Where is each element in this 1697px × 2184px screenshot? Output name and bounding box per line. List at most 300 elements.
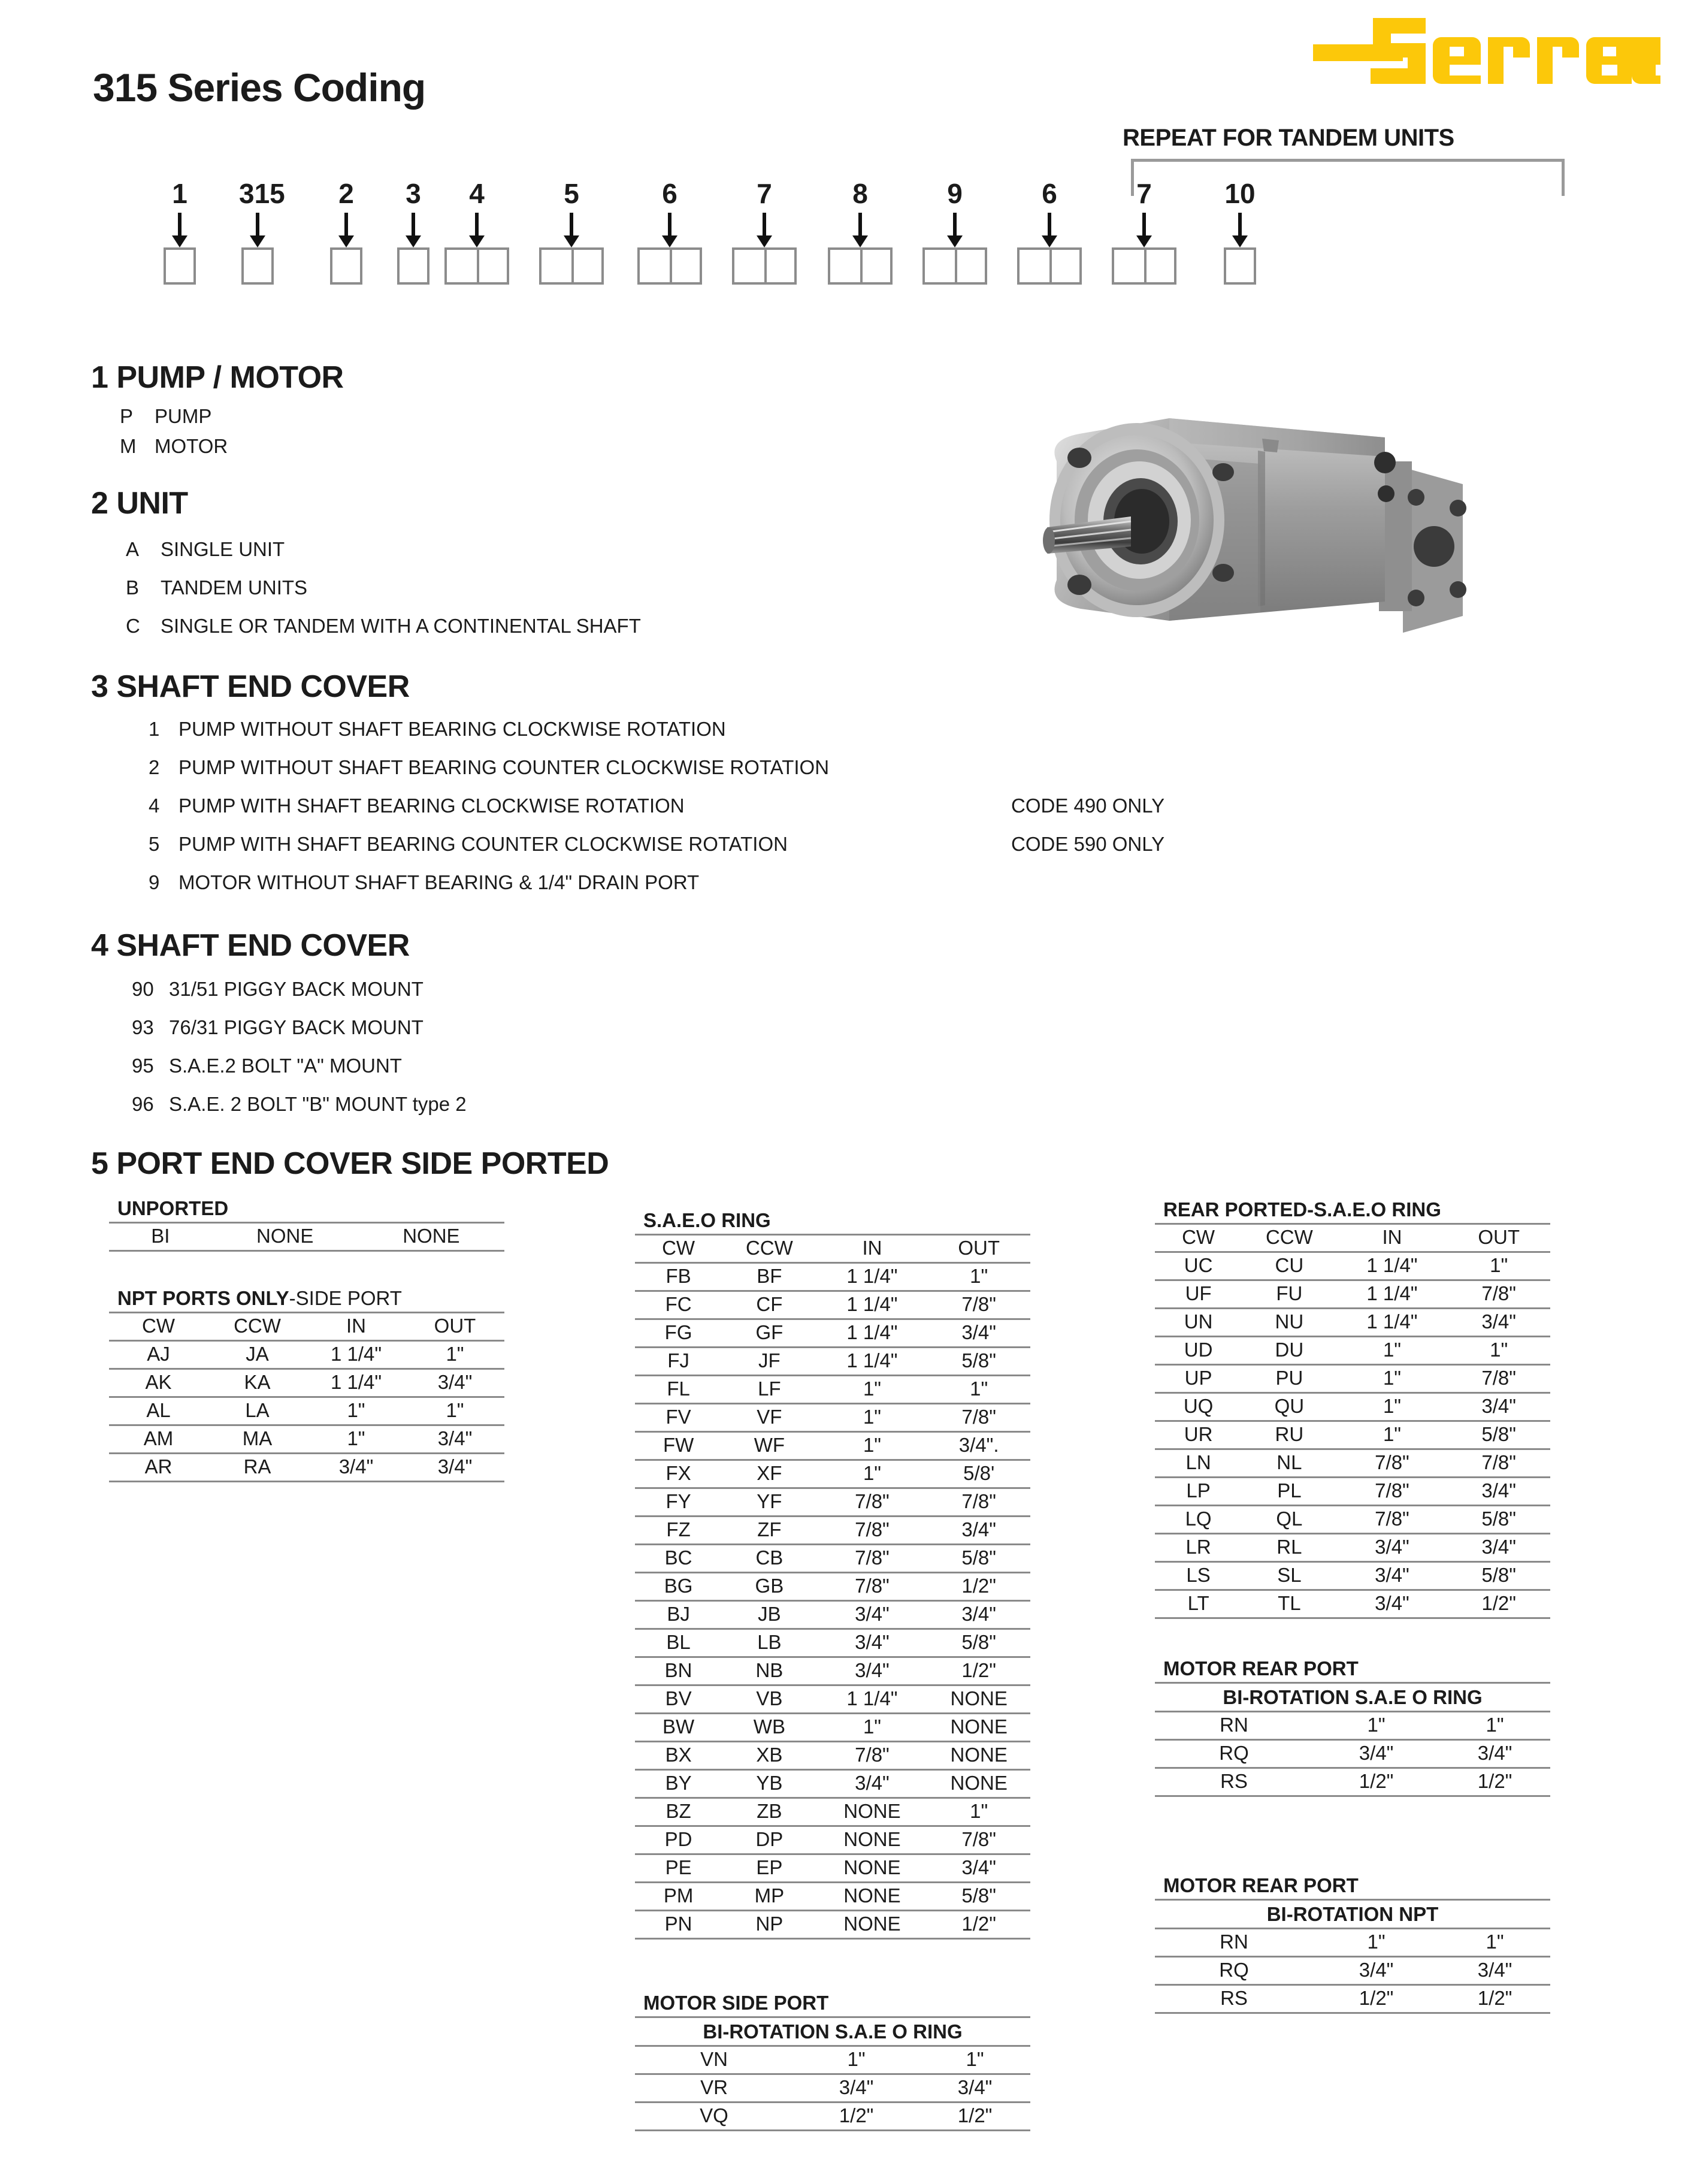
coding-box-number: 6 <box>1042 178 1057 209</box>
coding-box-2[interactable] <box>239 177 285 285</box>
unported-table <box>109 1222 504 1252</box>
column-header: OUT <box>1447 1224 1550 1252</box>
coding-box-7[interactable] <box>635 177 704 285</box>
section-heading-1: 1 PUMP / MOTOR <box>91 360 344 395</box>
table-row <box>635 1601 1030 1629</box>
table-cell: 1" <box>1447 1252 1550 1280</box>
down-arrow-icon <box>1232 213 1248 247</box>
table-cell: 1" <box>1447 1337 1550 1365</box>
table-cell: 1/2" <box>919 2103 1030 2131</box>
table-cell: BN <box>635 1657 722 1685</box>
table-row <box>635 1798 1030 1826</box>
option-code: 2 <box>149 756 160 778</box>
table-cell: UQ <box>1155 1393 1242 1421</box>
table-cell: 7/8" <box>1337 1506 1448 1534</box>
table-cell: PU <box>1242 1365 1336 1393</box>
motor-rear-port-oring-subcaption: BI-ROTATION S.A.E O RING <box>1155 1682 1550 1711</box>
table-cell: RN <box>1155 1712 1313 1740</box>
table-cell: 3/4" <box>927 1517 1030 1545</box>
motor-side-port-subcaption: BI-ROTATION S.A.E O RING <box>635 2016 1030 2045</box>
option-code: P <box>120 405 134 427</box>
table-cell: BW <box>635 1714 722 1742</box>
option-3-5-note: CODE 590 ONLY <box>1011 833 1165 855</box>
option-text: 31/51 PIGGY BACK MOUNT <box>169 978 424 1000</box>
table-cell: LF <box>722 1376 816 1404</box>
coding-box-13[interactable] <box>1221 177 1259 285</box>
option-text: PUMP WITHOUT SHAFT BEARING COUNTER CLOCKWISE ROTATION <box>179 756 830 778</box>
coding-box-9[interactable] <box>825 177 895 285</box>
table-cell: 3/4" <box>817 1629 928 1657</box>
table-cell: VB <box>722 1685 816 1714</box>
table-cell: 5/8' <box>927 1460 1030 1488</box>
table-cell: BX <box>635 1742 722 1770</box>
option-2-A <box>126 538 285 561</box>
coding-box-number: 9 <box>947 178 963 209</box>
coding-box-number: 5 <box>564 178 579 209</box>
table-row <box>109 1397 504 1425</box>
table-cell: FL <box>635 1376 722 1404</box>
unported-caption: UNPORTED <box>117 1197 229 1219</box>
table-cell: BZ <box>635 1798 722 1826</box>
serreen-logo <box>1313 13 1660 91</box>
table-cell: AJ <box>109 1341 208 1369</box>
table-cell: QL <box>1242 1506 1336 1534</box>
coding-box-field[interactable] <box>637 247 702 285</box>
down-arrow-icon <box>662 213 677 247</box>
column-header: IN <box>817 1235 928 1263</box>
coding-box-number: 2 <box>338 178 354 209</box>
table-cell: LN <box>1155 1449 1242 1478</box>
table-row <box>109 1223 504 1251</box>
column-header: CW <box>109 1313 208 1341</box>
table-cell: UN <box>1155 1309 1242 1337</box>
table-cell: 1/2" <box>1439 1768 1550 1796</box>
option-code: B <box>126 576 140 599</box>
table-cell: NONE <box>212 1223 358 1251</box>
column-header: OUT <box>927 1235 1030 1263</box>
table-cell: 1/2" <box>793 2103 919 2131</box>
table-row <box>635 1348 1030 1376</box>
table-cell: NONE <box>927 1742 1030 1770</box>
coding-box-field[interactable] <box>828 247 893 285</box>
table-cell: 3/4" <box>1313 1957 1439 1985</box>
coding-box-3[interactable] <box>328 177 365 285</box>
coding-box-field[interactable] <box>241 247 274 285</box>
coding-box-field[interactable] <box>330 247 362 285</box>
option-3-9 <box>149 871 699 894</box>
section-heading-4: 4 SHAFT END COVER <box>91 928 410 963</box>
table-row <box>635 1911 1030 1939</box>
table-cell: LA <box>208 1397 307 1425</box>
sae-o-ring-caption: S.A.E.O RING <box>643 1209 771 1231</box>
table-row <box>635 1263 1030 1291</box>
table-cell: 3/4" <box>1447 1309 1550 1337</box>
table-cell: LQ <box>1155 1506 1242 1534</box>
coding-box-field[interactable] <box>397 247 429 285</box>
table-cell: 1" <box>817 1376 928 1404</box>
table-row <box>635 1517 1030 1545</box>
rear-ported-table <box>1155 1223 1550 1619</box>
table-cell: 7/8" <box>927 1404 1030 1432</box>
coding-box-row <box>0 177 1697 297</box>
table-cell: BI <box>109 1223 212 1251</box>
table-cell: SL <box>1242 1562 1336 1590</box>
option-3-2 <box>149 756 829 779</box>
table-cell: NONE <box>358 1223 504 1251</box>
table-row <box>635 2103 1030 2131</box>
table-cell: CF <box>722 1291 816 1319</box>
coding-box-11[interactable] <box>1015 177 1084 285</box>
motor-rear-port-npt-caption: MOTOR REAR PORT <box>1163 1874 1359 1896</box>
table-row <box>109 1341 504 1369</box>
down-arrow-icon <box>852 213 868 247</box>
table-cell: WB <box>722 1714 816 1742</box>
option-code: 95 <box>132 1055 154 1077</box>
table-cell: XB <box>722 1742 816 1770</box>
table-row <box>1155 1985 1550 2013</box>
table-row <box>635 1545 1030 1573</box>
down-arrow-icon <box>947 213 963 247</box>
table-cell: UF <box>1155 1280 1242 1309</box>
table-cell: 1" <box>927 1798 1030 1826</box>
table-cell: 1/2" <box>927 1573 1030 1601</box>
table-cell: 1 1/4" <box>817 1263 928 1291</box>
table-cell: 1" <box>406 1397 504 1425</box>
npt-side-table <box>109 1312 504 1482</box>
option-text: SINGLE UNIT <box>161 538 285 560</box>
table-cell: 1 1/4" <box>307 1341 406 1369</box>
table-cell: 7/8" <box>817 1517 928 1545</box>
table-cell: ZF <box>722 1517 816 1545</box>
table-cell: AL <box>109 1397 208 1425</box>
motor-rear-port-oring-block <box>1155 1657 1550 1797</box>
section-heading-2: 2 UNIT <box>91 486 188 521</box>
table-row <box>635 1685 1030 1714</box>
table-cell: 3/4" <box>817 1601 928 1629</box>
sae-o-ring-table-block <box>635 1209 1030 1940</box>
table-cell: BV <box>635 1685 722 1714</box>
table-cell: 1" <box>307 1425 406 1454</box>
column-header: OUT <box>406 1313 504 1341</box>
table-cell: NONE <box>817 1854 928 1883</box>
table-cell: 7/8" <box>1337 1478 1448 1506</box>
table-row <box>1155 1740 1550 1768</box>
option-code: 1 <box>149 718 160 740</box>
table-cell: FJ <box>635 1348 722 1376</box>
coding-box-field[interactable] <box>164 247 196 285</box>
column-header: IN <box>1337 1224 1448 1252</box>
coding-box-number: 7 <box>1136 178 1152 209</box>
table-cell: 3/4" <box>927 1854 1030 1883</box>
section-heading-5: 5 PORT END COVER SIDE PORTED <box>91 1146 609 1181</box>
table-cell: 5/8" <box>1447 1562 1550 1590</box>
option-text: PUMP WITH SHAFT BEARING CLOCKWISE ROTATION <box>179 795 685 817</box>
table-cell: 1/2" <box>1313 1768 1439 1796</box>
table-cell: 3/4" <box>1313 1740 1439 1768</box>
down-arrow-icon <box>338 213 354 247</box>
table-cell: JB <box>722 1601 816 1629</box>
table-row <box>635 1291 1030 1319</box>
table-cell: RQ <box>1155 1957 1313 1985</box>
table-row <box>635 1714 1030 1742</box>
table-cell: 1" <box>406 1341 504 1369</box>
column-header: IN <box>307 1313 406 1341</box>
table-cell: TL <box>1242 1590 1336 1618</box>
table-cell: 3/4" <box>1439 1740 1550 1768</box>
table-cell: AR <box>109 1454 208 1482</box>
table-cell: NONE <box>817 1826 928 1854</box>
table-cell: NONE <box>817 1911 928 1939</box>
table-row <box>1155 1449 1550 1478</box>
table-cell: 3/4" <box>406 1454 504 1482</box>
npt-side-caption-thin: -SIDE PORT <box>289 1287 402 1309</box>
option-code: 5 <box>149 833 160 855</box>
table-cell: 3/4" <box>1439 1957 1550 1985</box>
motor-side-port-block <box>635 1992 1030 2131</box>
table-cell: XF <box>722 1460 816 1488</box>
table-cell: 3/4" <box>817 1770 928 1798</box>
motor-side-port-table <box>635 2045 1030 2131</box>
table-cell: 3/4" <box>927 1601 1030 1629</box>
table-cell: 1" <box>1337 1365 1448 1393</box>
table-row <box>635 1488 1030 1517</box>
table-row <box>635 1460 1030 1488</box>
table-cell: LT <box>1155 1590 1242 1618</box>
coding-box-8[interactable] <box>730 177 799 285</box>
coding-box-field[interactable] <box>1017 247 1082 285</box>
down-arrow-icon <box>406 213 421 247</box>
table-row <box>1155 1393 1550 1421</box>
option-code: M <box>120 435 137 457</box>
down-arrow-icon <box>469 213 485 247</box>
table-row <box>1155 1309 1550 1337</box>
option-2-C <box>126 615 641 638</box>
table-row <box>635 1573 1030 1601</box>
table-cell: 5/8" <box>927 1545 1030 1573</box>
table-cell: 1" <box>817 1432 928 1460</box>
table-cell: 3/4" <box>1337 1562 1448 1590</box>
table-cell: 1/2" <box>1439 1985 1550 2013</box>
table-cell: PL <box>1242 1478 1336 1506</box>
table-cell: 1 1/4" <box>1337 1280 1448 1309</box>
table-cell: FU <box>1242 1280 1336 1309</box>
option-3-1 <box>149 718 726 741</box>
table-row <box>635 2046 1030 2074</box>
table-cell: 3/4" <box>1337 1590 1448 1618</box>
coding-box-1[interactable] <box>161 177 198 285</box>
table-cell: WF <box>722 1432 816 1460</box>
coding-box-6[interactable] <box>537 177 606 285</box>
coding-box-number: 6 <box>662 178 677 209</box>
table-row <box>635 1883 1030 1911</box>
down-arrow-icon <box>172 213 187 247</box>
coding-box-number: 1 <box>172 178 187 209</box>
table-cell: MA <box>208 1425 307 1454</box>
option-code: 4 <box>149 795 160 817</box>
table-row <box>1155 1478 1550 1506</box>
coding-box-field[interactable] <box>1112 247 1176 285</box>
column-header: CCW <box>208 1313 307 1341</box>
table-row <box>109 1425 504 1454</box>
table-cell: 1/2" <box>1447 1590 1550 1618</box>
coding-box-number: 4 <box>469 178 485 209</box>
coding-box-4[interactable] <box>395 177 432 285</box>
table-cell: 7/8" <box>817 1742 928 1770</box>
table-cell: VN <box>635 2046 793 2074</box>
table-row <box>635 1657 1030 1685</box>
table-cell: 1" <box>1337 1421 1448 1449</box>
table-cell: PE <box>635 1854 722 1883</box>
table-cell: 5/8" <box>1447 1421 1550 1449</box>
table-cell: NONE <box>927 1685 1030 1714</box>
table-cell: NU <box>1242 1309 1336 1337</box>
table-cell: BF <box>722 1263 816 1291</box>
table-cell: FY <box>635 1488 722 1517</box>
option-code: A <box>126 538 140 560</box>
table-row <box>1155 1337 1550 1365</box>
table-cell: 1" <box>817 1460 928 1488</box>
table-cell: UC <box>1155 1252 1242 1280</box>
table-cell: CU <box>1242 1252 1336 1280</box>
table-cell: UP <box>1155 1365 1242 1393</box>
table-row <box>1155 1957 1550 1985</box>
table-cell: 7/8" <box>1447 1365 1550 1393</box>
table-cell: 5/8" <box>1447 1506 1550 1534</box>
table-cell: 3/4" <box>1447 1393 1550 1421</box>
option-4-93 <box>132 1016 424 1039</box>
table-cell: 3/4" <box>919 2074 1030 2103</box>
table-cell: 7/8" <box>817 1545 928 1573</box>
coding-box-5[interactable] <box>442 177 512 285</box>
coding-box-number: 10 <box>1224 178 1256 209</box>
table-cell: 7/8" <box>1447 1280 1550 1309</box>
table-cell: GF <box>722 1319 816 1348</box>
table-row <box>635 1826 1030 1854</box>
table-cell: 1/2" <box>927 1911 1030 1939</box>
table-header-row <box>1155 1224 1550 1252</box>
coding-box-field[interactable] <box>1224 247 1256 285</box>
option-text: MOTOR <box>155 435 228 457</box>
table-cell: LS <box>1155 1562 1242 1590</box>
page-title: 315 Series Coding <box>93 65 426 110</box>
table-row <box>1155 1280 1550 1309</box>
table-cell: 1" <box>817 1714 928 1742</box>
table-cell: BL <box>635 1629 722 1657</box>
npt-side-caption <box>109 1287 504 1312</box>
table-cell: 7/8" <box>817 1488 928 1517</box>
option-4-96 <box>132 1093 467 1116</box>
option-code: 96 <box>132 1093 154 1115</box>
coding-box-field[interactable] <box>444 247 509 285</box>
column-header: CCW <box>1242 1224 1336 1252</box>
table-row <box>635 1432 1030 1460</box>
option-3-4-note: CODE 490 ONLY <box>1011 795 1165 817</box>
option-code: 9 <box>149 871 160 893</box>
table-cell: DU <box>1242 1337 1336 1365</box>
table-row <box>635 1404 1030 1432</box>
table-cell: 3/4" <box>406 1369 504 1397</box>
table-cell: NL <box>1242 1449 1336 1478</box>
table-cell: FV <box>635 1404 722 1432</box>
repeat-tandem-label: REPEAT FOR TANDEM UNITS <box>1123 125 1454 151</box>
table-cell: BC <box>635 1545 722 1573</box>
table-cell: NB <box>722 1657 816 1685</box>
table-cell: 3/4" <box>307 1454 406 1482</box>
table-cell: NONE <box>927 1714 1030 1742</box>
option-text: TANDEM UNITS <box>161 576 308 599</box>
option-1-M <box>120 435 228 458</box>
table-cell: VQ <box>635 2103 793 2131</box>
table-cell: AM <box>109 1425 208 1454</box>
table-cell: YF <box>722 1488 816 1517</box>
table-row <box>109 1369 504 1397</box>
table-cell: GB <box>722 1573 816 1601</box>
table-cell: FG <box>635 1319 722 1348</box>
table-cell: MP <box>722 1883 816 1911</box>
table-cell: 7/8" <box>1337 1449 1448 1478</box>
table-cell: PM <box>635 1883 722 1911</box>
coding-box-field[interactable] <box>922 247 987 285</box>
motor-rear-port-npt-table <box>1155 1928 1550 2014</box>
table-row <box>1155 1534 1550 1562</box>
motor-side-port-caption: MOTOR SIDE PORT <box>643 1992 829 2014</box>
npt-side-caption-bold: NPT PORTS ONLY <box>117 1287 289 1309</box>
table-cell: FC <box>635 1291 722 1319</box>
table-row <box>635 1770 1030 1798</box>
table-cell: 3/4" <box>406 1425 504 1454</box>
option-3-5 <box>149 833 788 856</box>
table-cell: 1" <box>927 1376 1030 1404</box>
table-cell: KA <box>208 1369 307 1397</box>
table-row <box>1155 1929 1550 1957</box>
table-cell: FZ <box>635 1517 722 1545</box>
table-cell: 7/8" <box>1447 1449 1550 1478</box>
table-cell: RU <box>1242 1421 1336 1449</box>
table-cell: DP <box>722 1826 816 1854</box>
option-text: PUMP WITHOUT SHAFT BEARING CLOCKWISE ROTATION <box>179 718 726 740</box>
option-text: PUMP <box>155 405 212 427</box>
table-cell: 3/4" <box>817 1657 928 1685</box>
table-row <box>1155 1590 1550 1618</box>
table-row <box>1155 1562 1550 1590</box>
option-text: S.A.E. 2 BOLT "B" MOUNT type 2 <box>169 1093 467 1115</box>
table-cell: 1" <box>1313 1929 1439 1957</box>
table-cell: BJ <box>635 1601 722 1629</box>
pump-product-photo <box>990 367 1469 654</box>
table-cell: RQ <box>1155 1740 1313 1768</box>
table-cell: YB <box>722 1770 816 1798</box>
table-cell: 1" <box>927 1263 1030 1291</box>
coding-box-field[interactable] <box>539 247 604 285</box>
table-row <box>635 1376 1030 1404</box>
table-row <box>1155 1712 1550 1740</box>
table-row <box>635 1319 1030 1348</box>
coding-box-field[interactable] <box>732 247 797 285</box>
table-cell: 1" <box>1439 1712 1550 1740</box>
coding-box-12[interactable] <box>1109 177 1179 285</box>
option-4-90 <box>132 978 424 1001</box>
coding-box-10[interactable] <box>920 177 990 285</box>
table-cell: 1/2" <box>1313 1985 1439 2013</box>
table-row <box>1155 1365 1550 1393</box>
column-header: CCW <box>722 1235 816 1263</box>
table-cell: LP <box>1155 1478 1242 1506</box>
table-cell: 7/8" <box>927 1488 1030 1517</box>
table-cell: 5/8" <box>927 1629 1030 1657</box>
section-heading-3: 3 SHAFT END COVER <box>91 669 410 704</box>
table-row <box>635 2074 1030 2103</box>
option-code: 90 <box>132 978 154 1000</box>
